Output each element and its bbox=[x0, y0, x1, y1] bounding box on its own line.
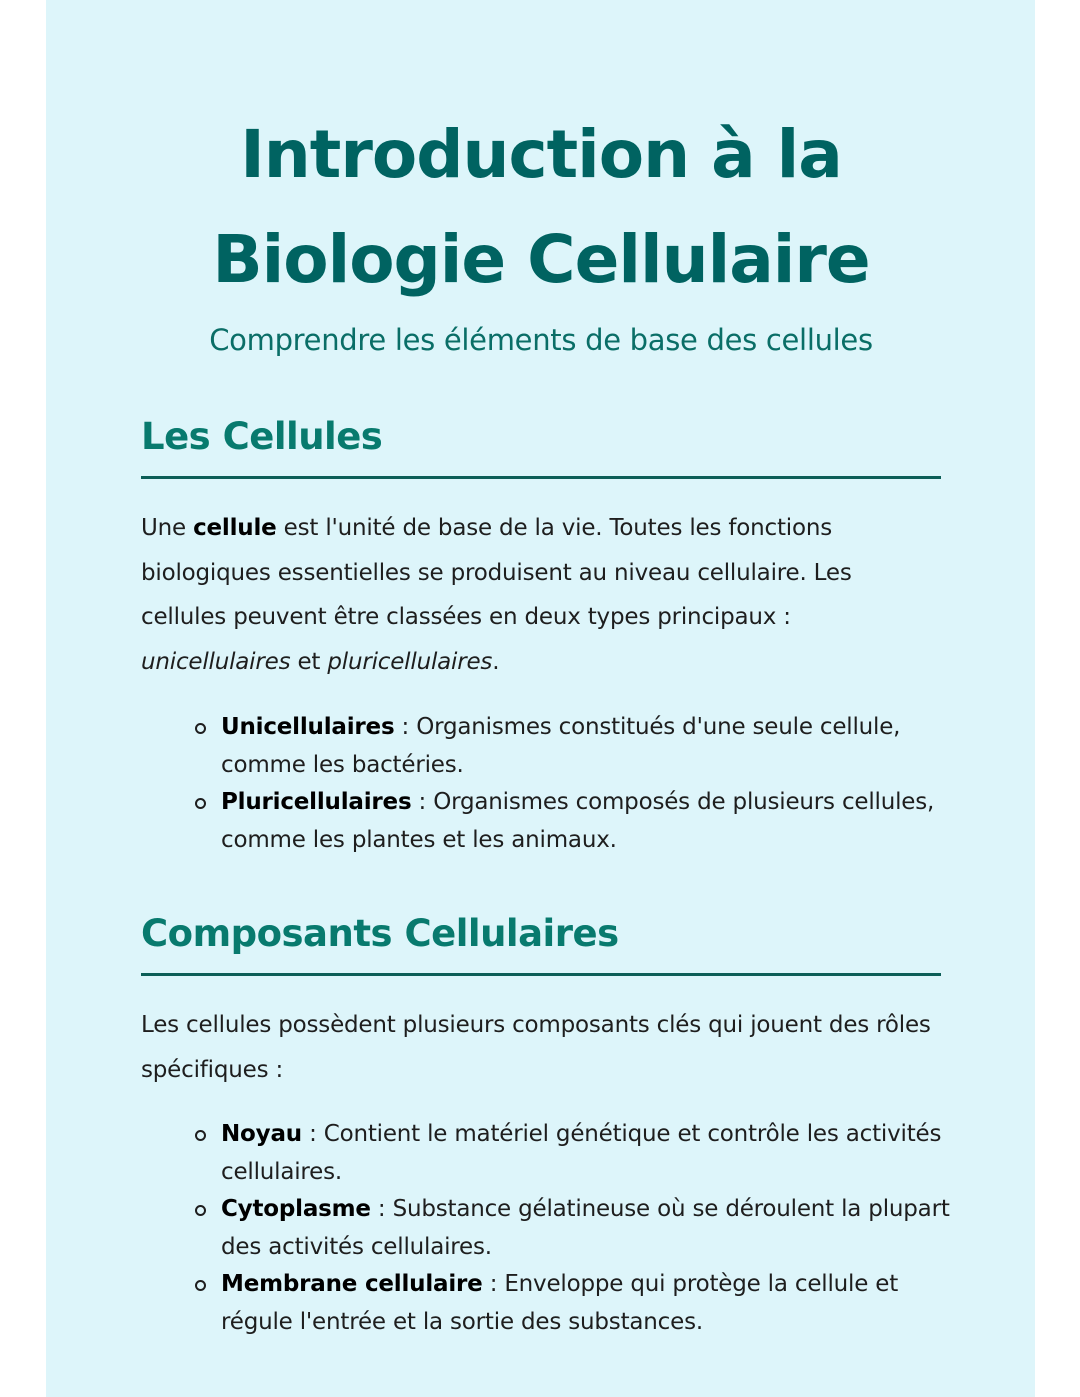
list-item bbox=[221, 709, 951, 784]
list-item-term: Cytoplasme bbox=[221, 1196, 371, 1222]
circle-bullet-icon bbox=[195, 1130, 206, 1141]
list-item-desc: : Organismes composés de plusieurs cellules, comme les plantes et les animaux. bbox=[221, 789, 935, 853]
intro-text: est l'unité de base de la vie. Toutes les fonctions biologiques essentielles se produisent au niveau cellulaire. Les cellules peuvent être classées en deux types principaux : bbox=[141, 515, 852, 630]
list-item-desc: : Substance gélatineuse où se déroulent la plupart des activités cellulaires. bbox=[221, 1196, 950, 1260]
intro-text: . bbox=[492, 648, 500, 675]
list-item bbox=[221, 1116, 951, 1191]
intro-bold-term: cellule bbox=[193, 515, 277, 541]
intro-text: Une bbox=[141, 515, 194, 541]
section-composants-intro: Les cellules possèdent plusieurs composants clés qui jouent des rôles spécifiques : bbox=[141, 1012, 931, 1083]
list-item-desc: : Enveloppe qui protège la cellule et régule l'entrée et la sortie des substances. bbox=[221, 1271, 899, 1335]
circle-bullet-icon bbox=[195, 798, 206, 809]
list-item-term: Noyau bbox=[221, 1121, 302, 1147]
page-title bbox=[141, 102, 941, 312]
list-item-desc: : Organismes constitués d'une seule cellule, comme les bactéries. bbox=[221, 714, 901, 778]
list-item-term: Unicellulaires bbox=[221, 714, 395, 740]
page-subtitle: Comprendre les éléments de base des cellules bbox=[209, 323, 873, 357]
list-item-term: Membrane cellulaire bbox=[221, 1271, 483, 1297]
list-item bbox=[221, 784, 951, 859]
section-heading-cellules: Les Cellules bbox=[141, 412, 941, 479]
page-title-line-1: Introduction à la bbox=[240, 116, 842, 193]
cell-types-list bbox=[221, 709, 951, 859]
intro-italic-term: unicellulaires bbox=[141, 648, 291, 675]
list-item bbox=[221, 1191, 951, 1266]
cell-components-list bbox=[221, 1116, 951, 1341]
list-item bbox=[221, 1266, 951, 1341]
list-item-term: Pluricellulaires bbox=[221, 789, 412, 815]
circle-bullet-icon bbox=[195, 1280, 206, 1291]
intro-text: et bbox=[290, 648, 328, 675]
circle-bullet-icon bbox=[195, 723, 206, 734]
intro-italic-term: pluricellulaires bbox=[327, 648, 493, 675]
section-cellules-intro bbox=[141, 506, 941, 684]
list-item-desc: : Contient le matériel génétique et contrôle les activités cellulaires. bbox=[221, 1121, 942, 1185]
page-title-line-2: Biologie Cellulaire bbox=[212, 221, 870, 298]
circle-bullet-icon bbox=[195, 1205, 206, 1216]
section-heading-composants: Composants Cellulaires bbox=[141, 909, 941, 976]
document-page bbox=[46, 0, 1035, 1397]
